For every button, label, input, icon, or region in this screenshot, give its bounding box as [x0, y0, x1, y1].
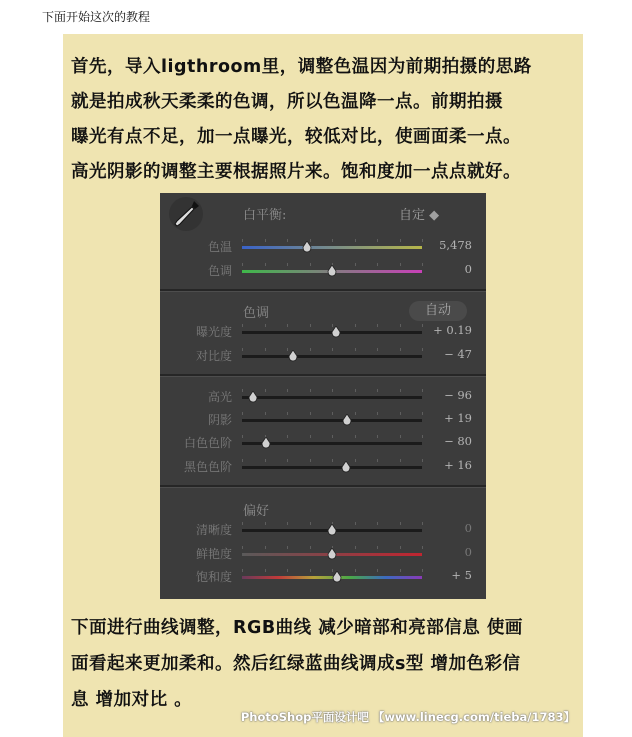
slider-thumb[interactable]	[327, 265, 337, 277]
slider-ticks	[242, 412, 422, 416]
slider-label: 鲜艳度	[195, 547, 232, 561]
slider-label: 色调	[207, 264, 232, 278]
slider-row	[160, 431, 486, 453]
slider-track[interactable]	[242, 355, 422, 358]
slider-thumb[interactable]	[302, 241, 312, 253]
slider-label: 曝光度	[195, 325, 232, 339]
slider-value[interactable]: − 80	[444, 434, 472, 448]
slider-label: 对比度	[195, 349, 232, 363]
slider-thumb[interactable]	[342, 414, 352, 426]
slider-row	[160, 542, 486, 564]
slider-value[interactable]: + 19	[444, 411, 472, 425]
page-caption: 下面开始这次的教程	[42, 10, 151, 24]
slider-track[interactable]	[242, 419, 422, 422]
lightroom-basic-panel	[160, 193, 486, 599]
auto-tone-button[interactable]: 自动	[409, 301, 467, 321]
section-divider	[160, 374, 486, 377]
slider-track[interactable]	[242, 466, 422, 469]
slider-row	[160, 320, 486, 342]
slider-value[interactable]: 0	[464, 521, 472, 535]
slider-value[interactable]: + 5	[451, 568, 472, 582]
slider-thumb[interactable]	[261, 437, 271, 449]
section-divider	[160, 485, 486, 488]
slider-row	[160, 235, 486, 257]
slider-value[interactable]: 0	[464, 262, 472, 276]
slider-value[interactable]: 5,478	[439, 238, 472, 252]
watermark-text: PhotoShop平面设计吧 【www.linecg.com/tieba/1783】	[240, 710, 575, 724]
slider-row	[160, 565, 486, 587]
slider-track[interactable]	[242, 246, 422, 249]
slider-thumb[interactable]	[327, 548, 337, 560]
slider-label: 饱和度	[195, 570, 232, 584]
slider-thumb[interactable]	[332, 571, 342, 583]
slider-thumb[interactable]	[327, 524, 337, 536]
slider-value[interactable]: + 16	[444, 458, 472, 472]
slider-value[interactable]: + 0.19	[433, 323, 472, 337]
slider-thumb[interactable]	[341, 461, 351, 473]
slider-value[interactable]: 0	[464, 545, 472, 559]
slider-thumb[interactable]	[288, 350, 298, 362]
slider-row	[160, 344, 486, 366]
slider-value[interactable]: − 47	[444, 347, 472, 361]
slider-label: 阴影	[207, 413, 232, 427]
white-balance-label: 白平衡:	[243, 208, 287, 223]
slider-value[interactable]: − 96	[444, 388, 472, 402]
eyedropper-icon[interactable]	[168, 196, 204, 236]
slider-thumb[interactable]	[248, 391, 258, 403]
slider-label: 高光	[207, 390, 232, 404]
post-body	[63, 34, 583, 737]
tutorial-paragraph-1: 首先，导入ligthroom里，调整色温因为前期拍摄的思路 就是拍成秋天柔柔的色调，所以色温降一点。前期拍摄 曝光有点不足，加一点曝光，较低对比，使画面柔一点。 高光阴影的调整主要根据照片来。饱和度加一点点就好。	[71, 57, 532, 182]
slider-row	[160, 518, 486, 540]
slider-thumb[interactable]	[331, 326, 341, 338]
slider-ticks	[242, 389, 422, 393]
slider-ticks	[242, 348, 422, 352]
presence-label: 偏好	[243, 504, 270, 519]
white-balance-preset[interactable]: 自定 ◆	[399, 208, 440, 223]
white-balance-section	[160, 193, 486, 287]
tutorial-paragraph-2: 下面进行曲线调整，RGB曲线 减少暗部和亮部信息 使画 面看起来更加柔和。然后红绿蓝曲线调成s型 增加色彩信 息 增加对比 。	[71, 618, 523, 710]
slider-row	[160, 455, 486, 477]
slider-ticks	[242, 459, 422, 463]
slider-label: 清晰度	[195, 523, 232, 537]
slider-ticks	[242, 239, 422, 243]
slider-track[interactable]	[242, 396, 422, 399]
tone-label: 色调	[243, 306, 270, 321]
slider-label: 白色色阶	[183, 436, 232, 450]
slider-row	[160, 259, 486, 281]
slider-label: 色温	[207, 240, 232, 254]
slider-label: 黑色色阶	[183, 460, 232, 474]
slider-row	[160, 408, 486, 430]
slider-row	[160, 385, 486, 407]
